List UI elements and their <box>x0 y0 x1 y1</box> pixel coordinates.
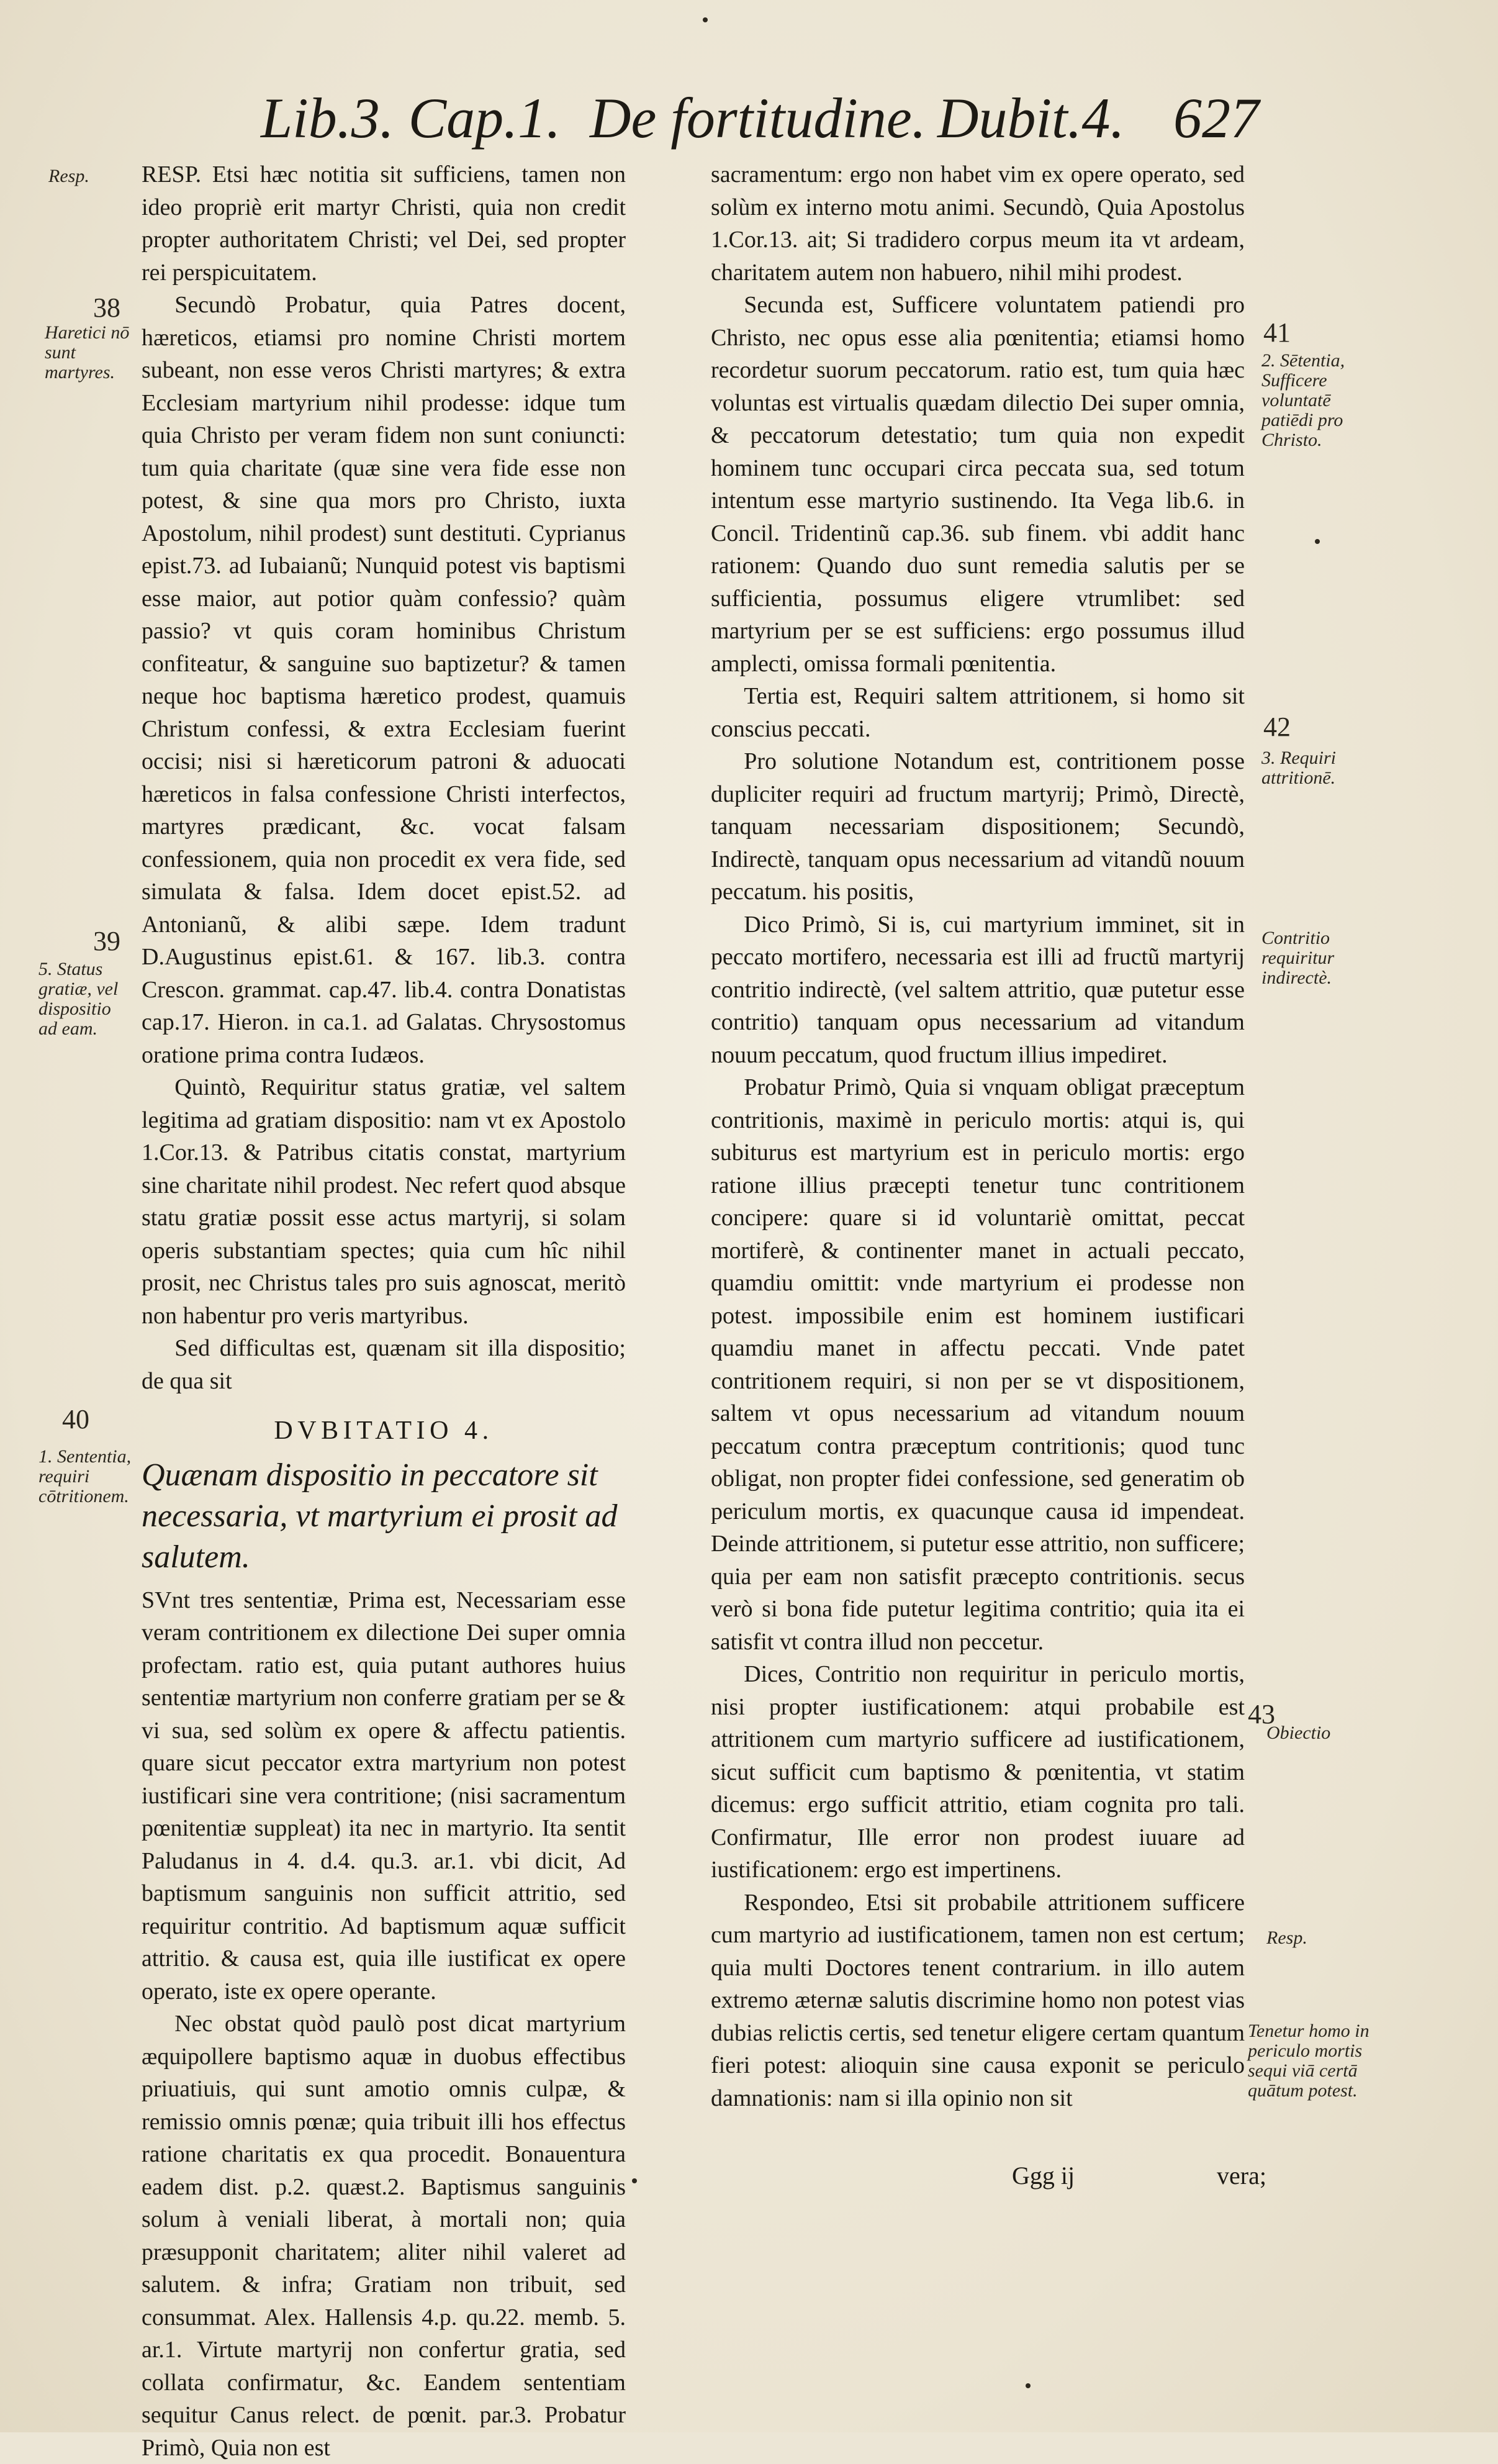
margin-note: 3. Requiri attritionē. <box>1261 748 1336 788</box>
paragraph: Tertia est, Requiri saltem attritionem, si homo sit conscius peccati. <box>711 683 1245 742</box>
section-number: 41 <box>1263 317 1291 348</box>
ink-speck <box>632 2178 637 2183</box>
paragraph: RESP. Etsi hæc notitia sit sufficiens, tamen non ideo propriè erit martyr Christi, quia non credit propter authoritatem Christi; vel Dei, sed propter rei perspicuitatem. <box>142 161 626 286</box>
paragraph: Quintò, Requiritur status gratiæ, vel saltem legitima ad gratiam dispositio: nam vt ex Apostolo 1.Cor.13. & Patribus citatis constat, martyrium sine charitate nihil prodest. Nec refert quod absque statu gratiæ possit esse actus martyrij, si solam operis substantiam spectes; quia cum hîc nihil prosit, nec Christus tales pro suis agnoscat, meritò non habentur pro veris martyribus. <box>142 1074 626 1329</box>
paragraph: Dices, Contritio non requiritur in periculo mortis, nisi propter iustificationem: atqui probabile est attritionem cum martyrio sufficere ad iustificationem, sicut sufficit cum baptismo & pœnitentia, vt statim dicemus: ergo sufficit attritio, etiam cognita pro tali. Confirmatur, Ille error non prodest iuuare ad iustificationem: ergo est impertinens. <box>711 1661 1245 1883</box>
margin-note: Haretici nō sunt martyres. <box>45 322 130 383</box>
catchword: vera; <box>1217 2162 1266 2190</box>
paragraph: Sed difficultas est, quænam sit illa dispositio; de qua sit <box>142 1335 626 1394</box>
paragraph: Dico Primò, Si is, cui martyrium imminet, sit in peccato mortifero, necessaria est illi ad fructũ martyrij contritio indirectè, (vel saltem attritio, quæ putetur esse contritio) tanquam opus necessarium ad vitandum nouum peccatum, quod fructum illius impediret. <box>711 911 1245 1068</box>
section-number: 40 <box>62 1404 89 1434</box>
section-number: 38 <box>93 292 120 323</box>
margin-note: Tenetur homo in periculo mortis sequi viā certā quātum potest. <box>1248 2021 1369 2101</box>
section-heading: DVBITATIO 4. <box>274 1416 494 1445</box>
section-number: 42 <box>1263 712 1291 742</box>
footer <box>1012 2161 1297 2198</box>
running-header <box>261 71 1279 165</box>
ink-speck <box>703 17 708 22</box>
margin-note-resp: Resp. <box>1266 1927 1307 1948</box>
paragraph: Respondeo, Etsi sit probabile attritionem sufficere cum martyrio ad iustificationem, tamen non est certum; quia multi Doctores tenent contrarium. in illo autem extremo æternæ salutis discrimine homo non potest vias dubias relictis certis, sed tenetur eligere certam quantum fieri potest: alioquin sine causa exponit se periculo damnationis: nam si illa opinio non sit <box>711 1889 1245 2111</box>
page-number: 627 <box>1173 86 1259 150</box>
ink-speck <box>1315 539 1320 544</box>
paragraph: Secunda est, Sufficere voluntatem patiendi pro Christo, nec opus esse alia pœnitentia; etiamsi homo recordetur suorum peccatorum. ratio est, tum quia hæc voluntas est virtualis quædam dilectio Dei super omnia, & peccatorum detestatio; tum quia non expedit hominem tunc occupari circa peccata sua, sed totum intentum esse martyrio sustinendo. Ita Vega lib.6. in Concil. Tridentinũ cap.36. sub finem. vbi addit hanc rationem: Quando duo sunt remedia salutis per se sufficientia, possumus eligere vtrumlibet: sed martyrium per se est sufficiens: ergo possumus illud amplecti, omissa formali pœnitentia. <box>711 292 1245 677</box>
paragraph: sacramentum: ergo non habet vim ex opere operato, sed solùm ex interno motu animi. Secundò, Quia Apostolus 1.Cor.13. ait; Si tradidero corpus meum ita vt ardeam, charitatem autem non habuero, nihil mihi prodest. <box>711 161 1245 286</box>
margin-note: Obiectio <box>1266 1723 1331 1743</box>
header-book: Lib.3. Cap.1. <box>261 86 561 150</box>
section-title: Quænam dispositio in peccatore sit necessaria, vt martyrium ei prosit ad salutem. <box>142 1457 618 1575</box>
right-column <box>711 158 1245 2114</box>
header-subject: De fortitudine. <box>590 86 926 150</box>
paragraph: Probatur Primò, Quia si vnquam obligat præceptum contritionis, maximè in periculo mortis: atqui is, qui subiturus est martyrium est in periculo mortis: ergo ratione illius præcepti tenetur tunc contritionem concipere: quare si id voluntariè omittat, peccat mortiferè, & continenter manet in actuali peccato, quamdiu omittit: vnde martyrium ei prodesse non potest. impossibile enim est hominem iustificari quamdiu manet in affectu peccati. Vnde patet contritionem requiri, si non per se vt dispositionem, saltem vt opus necessarium ad vitandum nouum peccatum contra præceptum contritionis; quod tunc obligat, non propter fidei confessione, sed generatim ob periculum mortis, ex quacunque causa id impendeat. Deinde attritionem, si putetur esse attritio, non sufficere; quia per eam non satisfit præcepto contritionis. secus verò si bona fide putetur legitima contritio; quia ita ei satisfit vt contra illud non peccetur. <box>711 1074 1245 1655</box>
section-number: 43 <box>1248 1699 1275 1729</box>
paragraph: SVnt tres sententiæ, Prima est, Necessariam esse veram contritionem ex dilectione Dei super omnia profectam. ratio est, quia putant authores huius sententiæ martyrium non conferre gratiam per se & vi sua, sed solùm ex opere & affectu patientis. quare sicut peccator extra martyrium non potest iustificari sine vera contritione; (nisi sacramentum pœnitentiæ suppleat) ita nec in martyrio. Ita sentit Paludanus in 4. d.4. qu.3. ar.1. vbi dicit, Ad baptismum sanguinis non sufficit attritio, sed requiritur contritio. Ad baptismum aquæ sufficit attritio. & causa est, quia ille iustificat ex opere operato, iste ex opere operante. <box>142 1587 626 2004</box>
section-number: 39 <box>93 926 120 956</box>
margin-note: 2. Sētentia, Sufficere voluntatē patiēdi pro Christo. <box>1261 350 1345 450</box>
paragraph: Nec obstat quòd paulò post dicat martyrium æquipollere baptismo aquæ in duobus effectibus priuatiuis, qui sunt amotio omnis culpæ, & remissio omnis pœnæ; quia tribuit illi hos effectus ratione charitatis ex qua procedit. Bonauentura eadem dist. p.2. quæst.2. Baptismus sanguinis solum à veniali liberat, à mortali non; quia præsupponit charitatem; aliter nihil valeret ad salutem. & infra; Gratiam non tribuit, sed consummat. Alex. Hallensis 4.p. qu.22. memb. 5. ar.1. Virtute martyrij non confertur gratia, sed collata confirmatur, &c. Eandem sententiam sequitur Canus relect. de pœnit. par.3. Probatur Primò, Quia non est <box>142 2011 626 2461</box>
margin-note: 5. Status gratiæ, vel dispositio ad eam. <box>38 959 119 1039</box>
signature-mark: Ggg ij <box>1012 2162 1075 2190</box>
margin-note: Contritio requiritur indirectè. <box>1261 928 1335 988</box>
margin-note: 1. Sententia, requiri cōtritionem. <box>38 1446 132 1506</box>
paragraph: Secundò Probatur, quia Patres docent, hæreticos, etiamsi pro nomine Christi mortem subeant, non esse veros Christi martyres; & extra Ecclesiam martyrium nihil prodesse: idque tum quia Christo per veram fidem non sunt coniuncti: tum quia charitate (quæ sine vera fide esse non potest, & sine qua mors pro Christo, iuxta Apostolum, nihil prodest) sunt destituti. Cyprianus epist.73. ad Iubaianũ; Nunquid potest vis baptismi esse maior, aut potior quàm confessio? quàm passio? vt quis coram hominibus Christum confiteatur, & sanguine suo baptizetur? & tamen neque hoc baptisma hæretico prodest, quamuis Christum confessi, & extra Ecclesiam fuerint occisi; nisi si hæreticorum patroni & aduocati hæreticos in falsa confessione Christi interfectos, martyres prædicant, &c. vocat falsam confessionem, quia non procedit ex vera fide, sed simulata & falsa. Idem docet epist.52. ad Antonianũ, & alibi sæpe. Idem tradunt D.Augustinus epist.61. & 167. lib.3. contra Crescon. grammat. cap.47. lib.4. contra Donatistas cap.17. Hieron. in ca.1. ad Galatas. Chrysostomus oratione prima contra Iudæos. <box>142 292 626 1068</box>
ink-speck <box>1026 2383 1031 2388</box>
paragraph: Pro solutione Notandum est, contritionem posse dupliciter requiri ad fructum martyrij; Primò, Directè, tanquam necessariam dispositionem; Secundò, Indirectè, tanquam opus necessarium ad vitandũ nouum peccatum. his positis, <box>711 748 1245 905</box>
header-dubit: Dubit.4. <box>937 86 1125 150</box>
left-column <box>142 158 626 2464</box>
margin-note-resp: Resp. <box>48 166 89 186</box>
